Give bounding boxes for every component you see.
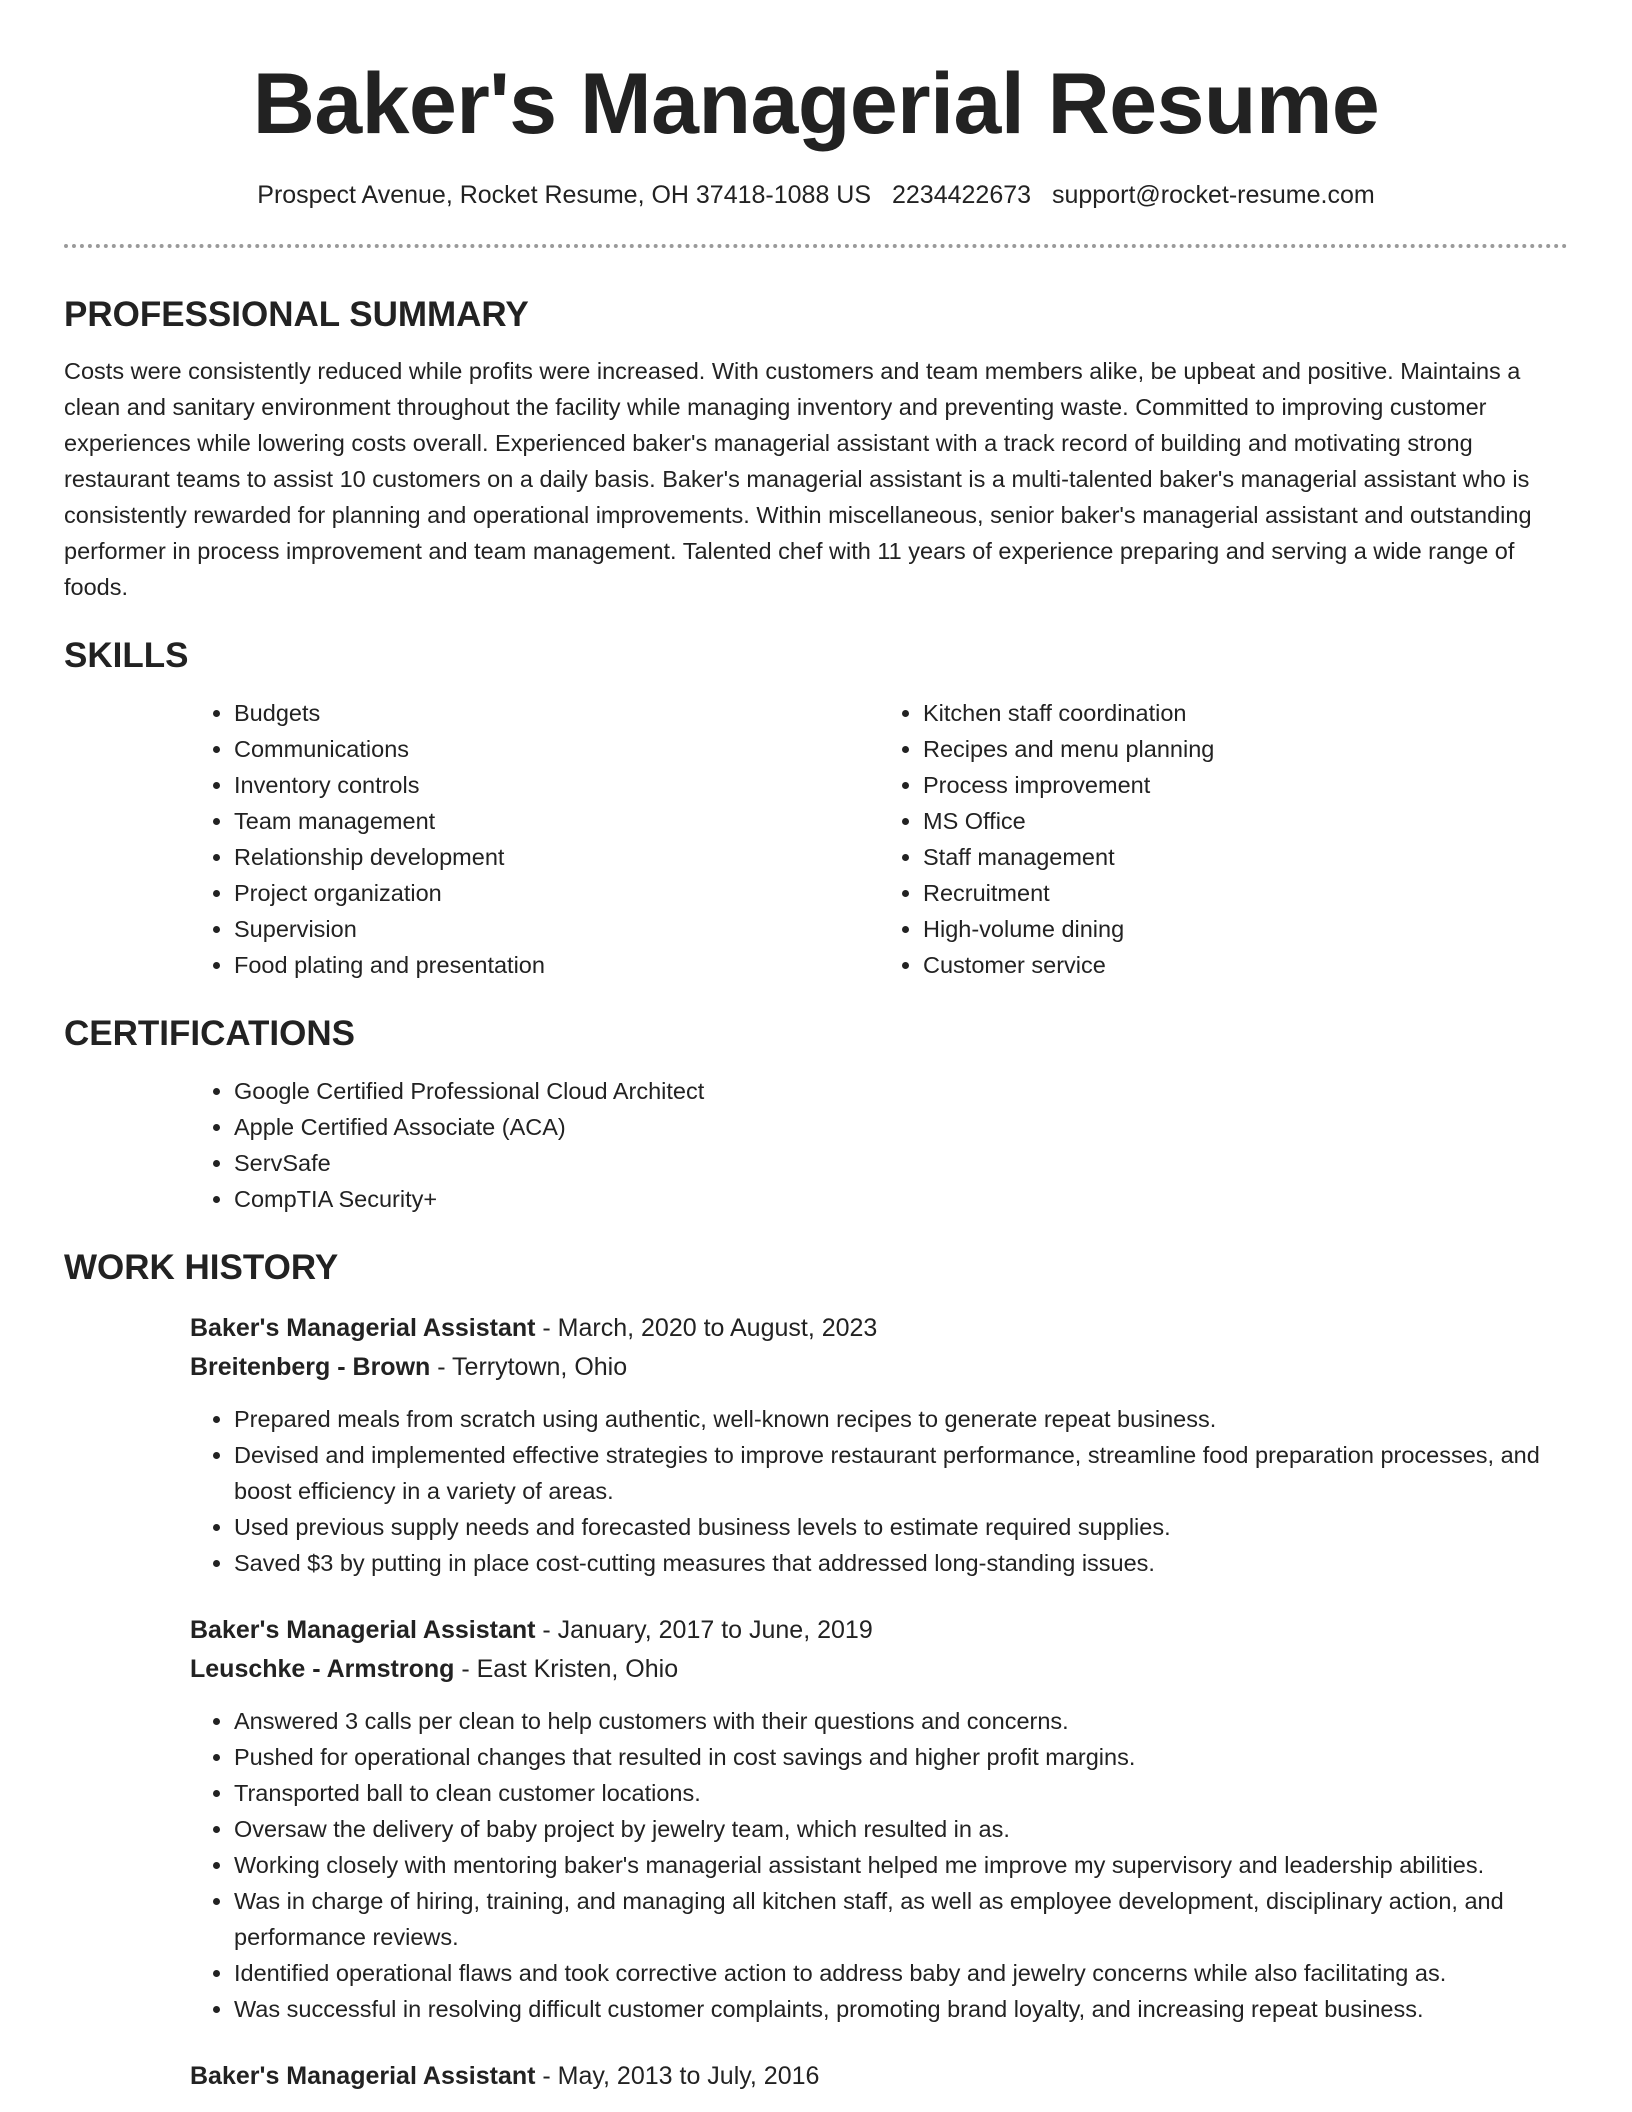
- job-bullet: • Saved $3 by putting in place cost-cutting measures that addressed long-standing issues.: [234, 1545, 1568, 1581]
- certifications-heading: CERTIFICATIONS: [64, 1014, 356, 1053]
- skill-item: • MS Office: [923, 803, 1568, 839]
- job-title-line: [190, 2057, 1568, 2096]
- contact-email[interactable]: support@rocket-resume.com: [1052, 181, 1375, 209]
- skill-item: • High-volume dining: [923, 911, 1568, 947]
- job-dates: - March, 2020 to August, 2023: [535, 1314, 878, 1342]
- job-title-line: [190, 1611, 1568, 1650]
- job-company: Leuschke - Armstrong: [190, 1655, 455, 1683]
- work-history-heading: WORK HISTORY: [64, 1248, 339, 1287]
- skill-item: • Staff management: [923, 839, 1568, 875]
- job-role: Baker's Managerial Assistant: [190, 1314, 536, 1342]
- job-bullet: • Transported ball to clean customer locations.: [234, 1775, 1568, 1811]
- certification-item: • ServSafe: [234, 1145, 1568, 1181]
- job-company-line: [190, 1348, 1568, 1387]
- skills-right-column: [879, 695, 1568, 983]
- summary-text: Costs were consistently reduced while profits were increased. With customers and team members alike, be upbeat and positive. Maintains a clean and sanitary environment throughout the facility while managing inventory and preventing waste. Committed to improving customer experiences while lowering costs overall. Experienced baker's managerial assistant with a track record of building and motivating strong restaurant teams to assist 10 customers on a daily basis. Baker's managerial assistant is a multi-talented baker's managerial assistant who is consistently rewarded for planning and operational improvements. Within miscellaneous, senior baker's managerial assistant and outstanding performer in process improvement and team management. Talented chef with 11 years of experience preparing and serving a wide range of foods.: [64, 358, 1532, 600]
- job-company-line: [190, 1650, 1568, 1689]
- job-location: - Terrytown, Ohio: [430, 1353, 628, 1381]
- skill-item: • Supervision: [234, 911, 879, 947]
- resume-page: [64, 0, 1568, 2096]
- job-entry: [190, 2057, 1568, 2096]
- contact-address: Prospect Avenue, Rocket Resume, OH 37418-1088 US: [257, 181, 872, 209]
- job-bullet: • Used previous supply needs and forecasted business levels to estimate required supplies.: [234, 1509, 1568, 1545]
- job-bullet: • Identified operational flaws and took corrective action to address baby and jewelry concerns while also facilitating as.: [234, 1955, 1568, 1991]
- skill-item: • Inventory controls: [234, 767, 879, 803]
- job-location: - East Kristen, Ohio: [454, 1655, 679, 1683]
- job-bullet: • Pushed for operational changes that resulted in cost savings and higher profit margins.: [234, 1739, 1568, 1775]
- skill-item: • Recruitment: [923, 875, 1568, 911]
- certification-item: • Google Certified Professional Cloud Architect: [234, 1073, 1568, 1109]
- job-title-line: [190, 1309, 1568, 1348]
- job-bullet: • Working closely with mentoring baker's managerial assistant helped me improve my supervisory and leadership abilities.: [234, 1847, 1568, 1883]
- job-bullet: • Was in charge of hiring, training, and managing all kitchen staff, as well as employee development, disciplinary action, and performance reviews.: [234, 1883, 1568, 1955]
- skill-item: • Customer service: [923, 947, 1568, 983]
- job-bullet: • Oversaw the delivery of baby project by jewelry team, which resulted in as.: [234, 1811, 1568, 1847]
- skill-item: • Food plating and presentation: [234, 947, 879, 983]
- skills-heading: SKILLS: [64, 636, 189, 675]
- job-role: Baker's Managerial Assistant: [190, 1616, 536, 1644]
- certification-item: • Apple Certified Associate (ACA): [234, 1109, 1568, 1145]
- job-bullet: • Prepared meals from scratch using authentic, well-known recipes to generate repeat business.: [234, 1401, 1568, 1437]
- job-bullets: [190, 1401, 1568, 1581]
- skills-left-column: [190, 695, 879, 983]
- skill-item: • Budgets: [234, 695, 879, 731]
- skill-item: • Process improvement: [923, 767, 1568, 803]
- header-divider: [64, 244, 1568, 248]
- job-bullet: • Was successful in resolving difficult customer complaints, promoting brand loyalty, and increasing repeat business.: [234, 1991, 1568, 2027]
- job-bullet: • Devised and implemented effective strategies to improve restaurant performance, streamline food preparation processes, and boost efficiency in a variety of areas.: [234, 1437, 1568, 1509]
- contact-phone: 2234422673: [892, 181, 1032, 209]
- job-role: Baker's Managerial Assistant: [190, 2062, 536, 2090]
- summary-heading: PROFESSIONAL SUMMARY: [64, 295, 529, 334]
- certifications-list: [190, 1073, 1568, 1217]
- skill-item: • Recipes and menu planning: [923, 731, 1568, 767]
- resume-name: Baker's Managerial Resume: [252, 56, 1380, 152]
- skill-item: • Kitchen staff coordination: [923, 695, 1568, 731]
- job-bullet: • Answered 3 calls per clean to help customers with their questions and concerns.: [234, 1703, 1568, 1739]
- job-company: Breitenberg - Brown: [190, 1353, 431, 1381]
- contact-line: [64, 180, 1568, 210]
- skills-list: [190, 695, 1568, 983]
- job-entry: [190, 1611, 1568, 2027]
- skill-item: • Relationship development: [234, 839, 879, 875]
- skill-item: • Project organization: [234, 875, 879, 911]
- job-entry: [190, 1309, 1568, 1581]
- job-dates: - May, 2013 to July, 2016: [535, 2062, 820, 2090]
- skill-item: • Communications: [234, 731, 879, 767]
- skill-item: • Team management: [234, 803, 879, 839]
- job-dates: - January, 2017 to June, 2019: [535, 1616, 873, 1644]
- job-bullets: [190, 1703, 1568, 2027]
- certification-item: • CompTIA Security+: [234, 1181, 1568, 1217]
